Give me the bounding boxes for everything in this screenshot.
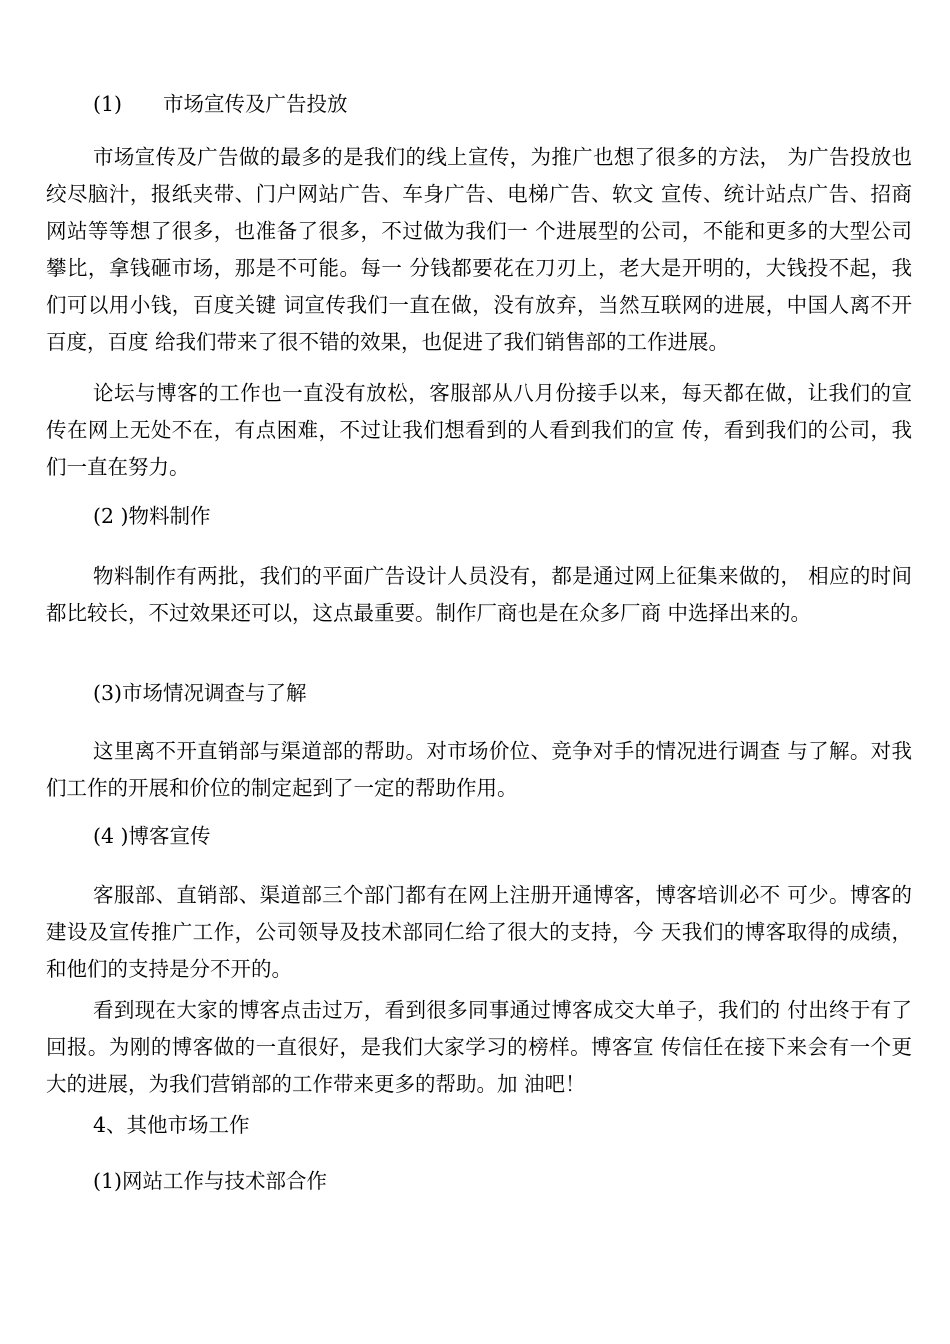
paragraph-materials: 物料制作有两批，我们的平面广告设计人员没有，都是通过网上征集来做的， 相应的时间都比较长，不过效果还可以，这点最重要。制作厂商也是在众多厂商 中选择出来的。 [46, 564, 912, 625]
paragraph-blog-building: 客服部、直销部、渠道部三个部门都有在网上注册开通博客，博客培训必不 可少。博客的建设及宣传推广工作，公司领导及技术部同仁给了很大的支持，今 天我们的博客取得的成绩，和他们的支持是分不开的。 [46, 883, 912, 981]
paragraph-forum-blog: 论坛与博客的工作也一直没有放松，客服部从八月份接手以来，每天都在做，让我们的宣传在网上无处不在，有点困难，不过让我们想看到的人看到我们的宣 传，看到我们的公司，我们一直在努力。 [46, 381, 912, 479]
section-heading-market-research: (3)市场情况调查与了解 [93, 681, 307, 705]
section-heading-blog: (4 )博客宣传 [93, 824, 211, 848]
paragraph-advertising: 市场宣传及广告做的最多的是我们的线上宣传，为推广也想了很多的方法， 为广告投放也绞尽脑汁，报纸夹带、门户网站广告、车身广告、电梯广告、软文 宣传、统计站点广告、招商网站等等想了很多，也准备了很多，不过做为我们一 个进展型的公司，不能和更多的大型公司攀比，拿钱砸市场，那是不可能。每一 分钱都要花在刀刃上，老大是开明的，大钱投不起，我们可以用小钱，百度关键 词宣传我们一直在做，没有放弃，当然互联网的进展，中国人离不开百度，百度 给我们带来了很不错的效果，也促进了我们销售部的工作进展。 [46, 145, 912, 354]
section-heading-website-cooperation: (1)网站工作与技术部合作 [93, 1169, 328, 1193]
section-heading-materials: (2 )物料制作 [93, 504, 211, 528]
paragraph-market-research: 这里离不开直销部与渠道部的帮助。对市场价位、竞争对手的情况进行调查 与了解。对我们工作的开展和价位的制定起到了一定的帮助作用。 [46, 739, 912, 800]
section-heading-other-market-work: 4、其他市场工作 [93, 1113, 250, 1137]
section-heading-advertising: (1) 市场宣传及广告投放 [93, 92, 348, 116]
paragraph-blog-results: 看到现在大家的博客点击过万，看到很多同事通过博客成交大单子，我们的 付出终于有了回报。为刚的博客做的一直很好，是我们大家学习的榜样。博客宣 传信任在接下来会有一个更大的进展，为我们营销部的工作带来更多的帮助。加 油吧！ [46, 998, 912, 1096]
